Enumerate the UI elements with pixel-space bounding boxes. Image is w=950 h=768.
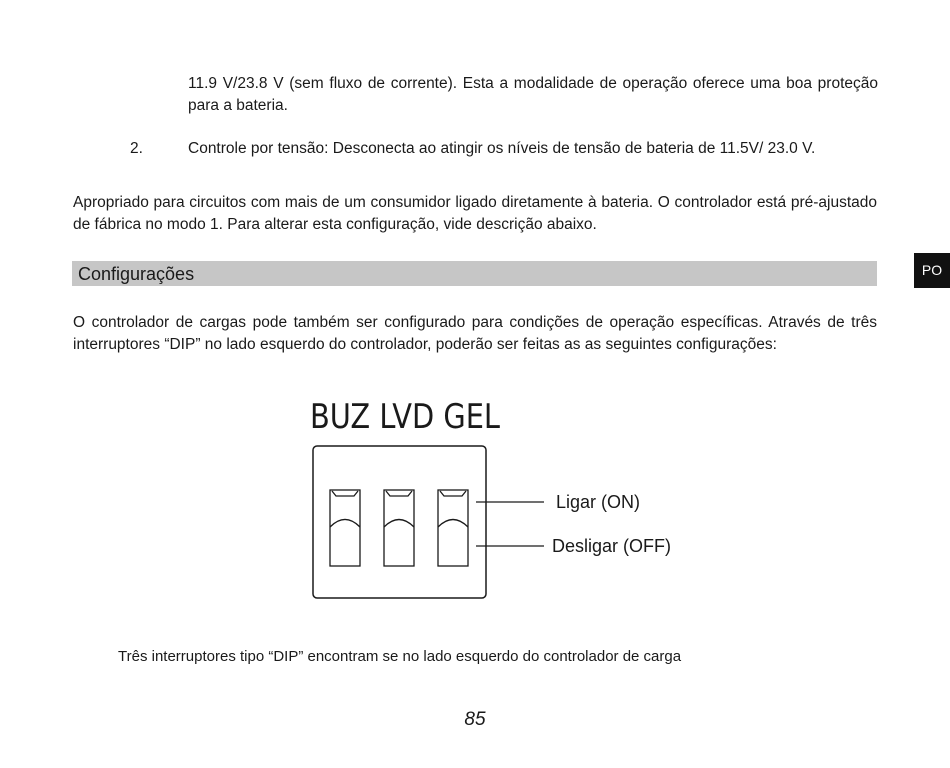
- dip-switch-gel: [438, 490, 468, 566]
- dip-switch-housing: [313, 446, 486, 598]
- dip-switch-lvd: [384, 490, 414, 566]
- paragraph-continued: 11.9 V/23.8 V (sem fluxo de corrente). Esta a modalidade de operação oferece uma boa proteção para a bateria.: [188, 75, 878, 114]
- dip-switch-title: BUZ LVD GEL: [310, 397, 501, 437]
- label-off: Desligar (OFF): [552, 536, 672, 556]
- label-on: Ligar (ON): [556, 492, 641, 512]
- language-tab: PO: [914, 253, 950, 288]
- section-heading-bar: [72, 261, 877, 286]
- section-title: Configurações: [78, 264, 195, 284]
- dip-switch-buz: [330, 490, 360, 566]
- page-number: 85: [464, 709, 486, 730]
- list-item-number: 2.: [130, 140, 143, 157]
- paragraph-controlador: O controlador de cargas pode também ser configurado para condições de operação específicas. Através de três interruptores “DIP” no lado esquerdo do controlador, poderão ser feitas as as seguintes configurações:: [73, 314, 877, 353]
- paragraph-apropriado: Apropriado para circuitos com mais de um consumidor ligado diretamente à bateria. O controlador está pré-ajustado de fábrica no modo 1. Para alterar esta configuração, vide descrição abaixo.: [73, 194, 877, 233]
- list-item-text: Controle por tensão: Desconecta ao atingir os níveis de tensão de bateria de 11.5V/ 23.0 V.: [188, 140, 816, 157]
- dip-switch-figure: [300, 390, 720, 610]
- figure-caption: Três interruptores tipo “DIP” encontram se no lado esquerdo do controlador de carga: [118, 648, 682, 665]
